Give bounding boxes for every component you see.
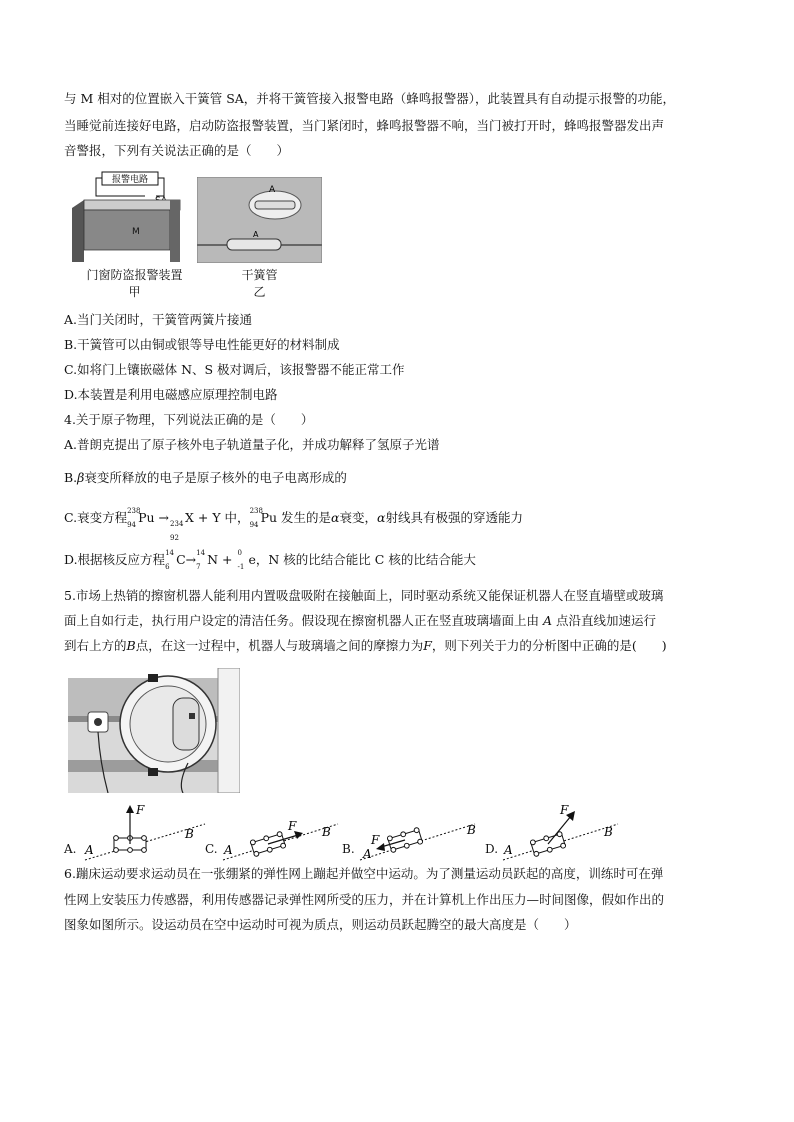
force-a-f-label: F [136, 803, 145, 817]
alarm-device-diagram [70, 170, 195, 265]
alarm-device-caption-jia: 甲 [128, 285, 141, 299]
force-c-a-label: A [224, 843, 233, 857]
force-option-label-b: B. [342, 842, 355, 856]
force-d-b-label: B [604, 825, 613, 839]
q4-option-c: C.衰变方程 238 94 Pu → 234 92 X + Y 中， 238 94 Pu 发生的是α衰变，α射线具有极强的穿透能力 [64, 507, 523, 542]
force-d-a-label: A [504, 843, 513, 857]
force-diagram-d [498, 802, 628, 862]
alarm-device-caption: 门窗防盗报警装置 [86, 268, 183, 282]
q3-option-b: B.干簧管可以由铜或银等导电性能更好的材料制成 [64, 337, 340, 352]
force-diagram-b [355, 802, 485, 862]
m-label: M [132, 227, 140, 237]
force-a-b-label: B [185, 827, 194, 841]
q6-stem-line2: 性网上安装压力传感器，利用传感器记录弹性网所受的压力，并在计算机上作出压力—时间图像，假如作出的 [64, 892, 665, 907]
force-a-a-label: A [85, 843, 94, 857]
q5-stem-line2: 面上自如行走，执行用户设定的清洁任务。假设现在擦窗机器人正在竖直玻璃墙面上由 A 点沿直线加速运行 [64, 613, 657, 628]
force-diagram-c [218, 802, 348, 862]
force-option-label-c: C. [205, 842, 218, 856]
reed-switch-caption-yi: 乙 [253, 285, 266, 299]
window-robot-photo [68, 668, 240, 793]
q5-stem-line1: 5.市场上热销的擦窗机器人能利用内置吸盘吸附在接触面上，同时驱动系统又能保证机器人在竖直墙壁或玻璃 [64, 588, 664, 603]
force-b-b-label: B [467, 823, 476, 837]
force-b-f-label: F [371, 833, 380, 847]
q3-stem-line3: 音警报，下列有关说法正确的是（ ） [64, 143, 290, 158]
q6-stem-line3: 图象如图所示。设运动员在空中运动时可视为质点，则运动员跃起腾空的最大高度是（ ） [64, 917, 577, 932]
reed-a-label-top: A [269, 185, 276, 195]
force-diagram-a [80, 802, 215, 862]
q4-stem: 4.关于原子物理，下列说法正确的是（ ） [64, 412, 314, 427]
reed-a-label-bottom: A [253, 230, 259, 239]
q4-option-a: A.普朗克提出了原子核外电子轨道量子化，并成功解释了氢原子光谱 [64, 437, 440, 452]
q4-option-b: B.β衰变所释放的电子是原子核外的电子电离形成的 [64, 470, 347, 485]
q3-option-c: C.如将门上镶嵌磁体 N、S 极对调后，该报警器不能正常工作 [64, 362, 405, 377]
q5-stem-line3: 到右上方的B点，在这一过程中，机器人与玻璃墙之间的摩擦力为F，则下列关于力的分析图中正确的是( ) [64, 638, 667, 653]
reed-switch-caption: 干簧管 [241, 268, 278, 282]
force-option-label-a: A. [64, 842, 77, 856]
q4-option-d: D.根据核反应方程 14 6 C→ 14 7 N + 0 -1 e，N 核的比结合能比 C 核的比结合能大 [64, 549, 476, 571]
force-c-b-label: B [322, 825, 331, 839]
force-c-f-label: F [288, 819, 297, 833]
q3-stem-line2: 当睡觉前连接好电路，启动防盗报警装置，当门紧闭时，蜂鸣报警器不响，当门被打开时，蜂鸣报警器发出声 [64, 118, 665, 133]
circuit-label: 报警电路 [111, 175, 149, 185]
q3-option-d: D.本装置是利用电磁感应原理控制电路 [64, 387, 278, 402]
force-option-label-d: D. [485, 842, 499, 856]
q3-option-a: A.当门关闭时，干簧管两簧片接通 [64, 312, 253, 327]
force-b-a-label: A [363, 847, 372, 861]
reed-switch-photo [197, 177, 322, 263]
q6-stem-line1: 6.蹦床运动要求运动员在一张绷紧的弹性网上蹦起并做空中运动。为了测量运动员跃起的高度，训练时可在弹 [64, 866, 664, 881]
force-d-f-label: F [560, 803, 569, 817]
q3-stem-line1: 与 M 相对的位置嵌入干簧管 SA，并将干簧管接入报警电路（蜂鸣报警器），此装置具有自动提示报警的功能， [64, 91, 676, 106]
